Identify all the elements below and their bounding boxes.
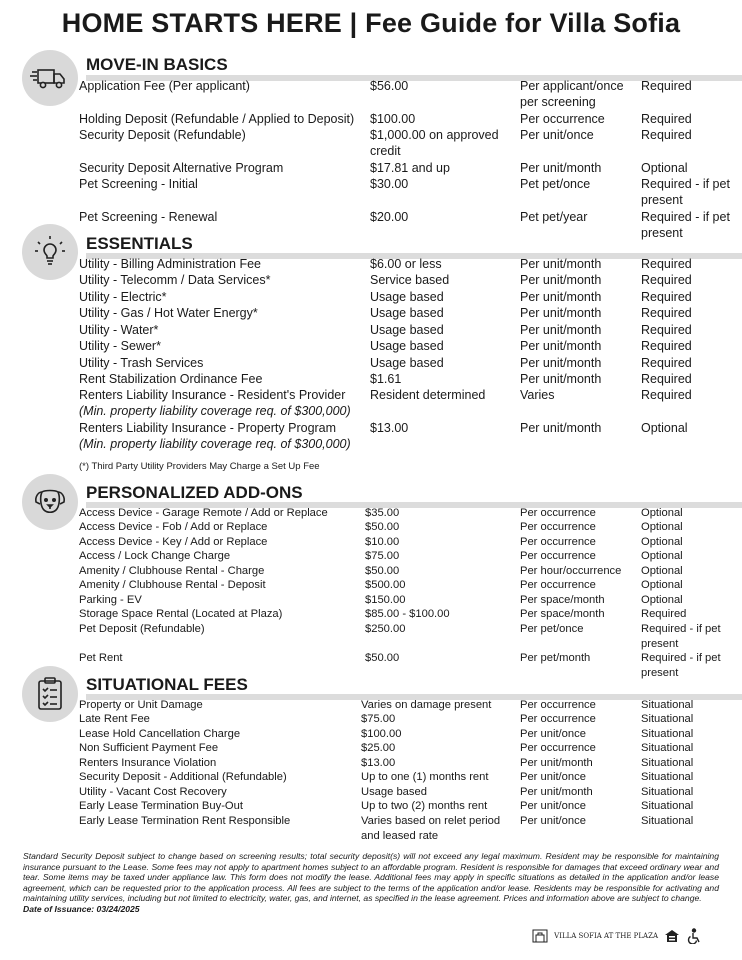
fee-name: Utility - Vacant Cost Recovery: [79, 786, 227, 798]
fee-requirement: Required: [641, 356, 692, 370]
fee-name: Application Fee (Per applicant): [79, 79, 250, 93]
fee-name: Utility - Gas / Hot Water Energy*: [79, 306, 258, 320]
fee-frequency: Per unit/month: [520, 356, 602, 370]
fee-name-cell: [79, 387, 369, 419]
fee-amount: Varies based on relet period and leased rate: [361, 815, 501, 842]
fee-requirement: Required - if pet present: [641, 177, 730, 207]
fee-amount: $75.00: [365, 550, 400, 562]
equal-housing-icon: [664, 929, 680, 943]
fee-requirement: Required: [641, 388, 692, 402]
fee-name: Access Device - Garage Remote / Add or Replace: [79, 507, 328, 519]
fee-amount: Usage based: [370, 306, 444, 320]
section-title-essentials: ESSENTIALS: [86, 234, 193, 253]
clipboard-icon: [30, 674, 70, 714]
fee-name: Utility - Billing Administration Fee: [79, 257, 262, 271]
fee-amount: $75.00: [361, 713, 396, 725]
fee-name-cell: [79, 506, 369, 521]
fee-requirement: Required: [641, 372, 692, 386]
fee-requirement: Required: [641, 323, 692, 337]
fee-requirement: Optional: [641, 421, 688, 435]
fee-name-cell: [79, 256, 369, 272]
fee-name: Pet Screening - Initial: [79, 177, 198, 191]
fee-frequency: Per space/month: [520, 594, 605, 606]
fee-name-cell: [79, 289, 369, 305]
fee-name-subnote: (Min. property liability coverage req. of $300,000): [79, 437, 351, 451]
fee-frequency: Pet pet/once: [520, 177, 591, 191]
situational-icon-circle: [22, 666, 78, 722]
fee-amount: $13.00: [370, 421, 409, 435]
fee-amount: $25.00: [361, 742, 396, 754]
fee-name: Lease Hold Cancellation Charge: [79, 728, 241, 740]
fee-name: Holding Deposit (Refundable / Applied to Deposit): [79, 112, 355, 126]
fee-amount: $100.00: [361, 728, 402, 740]
fee-name-cell: [79, 160, 369, 176]
fee-frequency: Pet pet/year: [520, 210, 588, 224]
fee-frequency: Per unit/month: [520, 161, 602, 175]
fee-frequency: Per occurrence: [520, 536, 596, 548]
fee-requirement: Required - if pet present: [641, 652, 721, 679]
fee-amount: $56.00: [370, 79, 409, 93]
accessibility-icon: [686, 928, 702, 944]
fee-requirement: Required: [641, 257, 692, 271]
fee-requirement: Situational: [641, 728, 694, 740]
fee-name-cell: [79, 322, 369, 338]
section-title-situational: SITUATIONAL FEES: [86, 675, 248, 694]
fee-amount: $150.00: [365, 594, 406, 606]
fee-amount: Up to one (1) months rent: [361, 771, 489, 783]
fee-frequency: Per occurrence: [520, 507, 596, 519]
fee-name-cell: [79, 111, 369, 127]
fee-frequency: Per unit/month: [520, 290, 602, 304]
fee-requirement: Situational: [641, 699, 694, 711]
fee-name: Utility - Water*: [79, 323, 159, 337]
fee-name: Property or Unit Damage: [79, 699, 203, 711]
fee-frequency: Per unit/month: [520, 323, 602, 337]
fee-amount: $6.00 or less: [370, 257, 442, 271]
fee-name-cell: [79, 814, 369, 829]
fee-frequency: Per occurrence: [520, 713, 596, 725]
fee-name-cell: [79, 593, 369, 608]
fee-requirement: Situational: [641, 786, 694, 798]
fee-amount: $10.00: [365, 536, 400, 548]
fee-requirement: Required: [641, 128, 692, 142]
fee-frequency: Per hour/occurrence: [520, 565, 622, 577]
fee-frequency: Per unit/month: [520, 786, 593, 798]
fee-amount: $13.00: [361, 757, 396, 769]
fee-requirement: Optional: [641, 507, 683, 519]
fee-name: Utility - Sewer*: [79, 339, 161, 353]
disclaimer: [23, 851, 719, 914]
moving-truck-icon: [30, 58, 70, 98]
date-of-issuance: Date of Issuance: 03/24/2025: [23, 903, 140, 914]
fee-frequency: Per occurrence: [520, 521, 596, 533]
fee-name-cell: [79, 355, 369, 371]
fee-frequency: Per applicant/once per screening: [520, 79, 624, 109]
villa-sofia-logo-icon: [532, 929, 548, 943]
fee-frequency: Per occurrence: [520, 579, 596, 591]
fee-requirement: Situational: [641, 757, 694, 769]
fee-amount: Usage based: [370, 290, 444, 304]
fee-name: Renters Liability Insurance - Property Program: [79, 421, 337, 435]
fee-amount: Service based: [370, 273, 450, 287]
fee-name: Amenity / Clubhouse Rental - Charge: [79, 565, 265, 577]
fee-amount: $500.00: [365, 579, 406, 591]
fee-frequency: Per unit/month: [520, 273, 602, 287]
fee-frequency: Per space/month: [520, 608, 605, 620]
fee-frequency: Per unit/month: [520, 757, 593, 769]
fee-amount: $1,000.00 on approved credit: [370, 128, 499, 158]
fee-name-cell: [79, 371, 369, 387]
fee-name: Security Deposit (Refundable): [79, 128, 246, 142]
fee-name-cell: [79, 622, 369, 637]
fee-amount: $30.00: [370, 177, 409, 191]
fee-amount: $1.61: [370, 372, 402, 386]
utility-footnote: (*) Third Party Utility Providers May Charge a Set Up Fee: [79, 461, 320, 472]
fee-name-cell: [79, 420, 369, 452]
fee-name-cell: [79, 272, 369, 288]
fee-frequency: Per occurrence: [520, 742, 596, 754]
fee-requirement: Optional: [641, 536, 683, 548]
fee-name: Parking - EV: [79, 594, 142, 606]
fee-name: Renters Liability Insurance - Resident's Provider: [79, 388, 346, 402]
fee-name-cell: [79, 209, 369, 225]
fee-amount: Up to two (2) months rent: [361, 800, 488, 812]
fee-name: Access Device - Key / Add or Replace: [79, 536, 268, 548]
fee-name-cell: [79, 176, 369, 192]
fee-name-cell: [79, 741, 369, 756]
fee-amount: $50.00: [365, 565, 400, 577]
fee-amount: $100.00: [370, 112, 416, 126]
fee-name-cell: [79, 756, 369, 771]
fee-frequency: Per unit/once: [520, 771, 586, 783]
fee-name-cell: [79, 564, 369, 579]
fee-requirement: Required: [641, 306, 692, 320]
fee-requirement: Required: [641, 112, 692, 126]
fee-frequency: Per unit/month: [520, 421, 602, 435]
fee-amount: $20.00: [370, 210, 409, 224]
fee-requirement: Required - if pet present: [641, 210, 730, 240]
fee-requirement: Optional: [641, 550, 683, 562]
fee-name-cell: [79, 712, 369, 727]
fee-amount: $50.00: [365, 521, 400, 533]
fee-amount: $250.00: [365, 623, 406, 635]
fee-amount: Usage based: [370, 323, 444, 337]
fee-name-cell: [79, 578, 369, 593]
fee-name: Pet Rent: [79, 652, 123, 664]
fee-name: Non Sufficient Payment Fee: [79, 742, 219, 754]
fee-frequency: Per pet/month: [520, 652, 591, 664]
fee-amount: Usage based: [370, 339, 444, 353]
fee-requirement: Situational: [641, 713, 694, 725]
fee-requirement: Required - if pet present: [641, 623, 721, 650]
fee-requirement: Optional: [641, 521, 683, 533]
fee-name: Access Device - Fob / Add or Replace: [79, 521, 268, 533]
fee-name: Utility - Telecomm / Data Services*: [79, 273, 271, 287]
fee-requirement: Required: [641, 273, 692, 287]
fee-requirement: Optional: [641, 565, 683, 577]
fee-name-cell: [79, 785, 369, 800]
fee-amount: Usage based: [361, 786, 427, 798]
fee-name-cell: [79, 651, 369, 666]
fee-requirement: Optional: [641, 161, 688, 175]
move-in-icon-circle: [22, 50, 78, 106]
fee-name: Security Deposit - Additional (Refundable): [79, 771, 287, 783]
footer-logo-text: VILLA SOFIA AT THE PLAZA: [554, 932, 658, 940]
footer: [532, 928, 702, 944]
fee-requirement: Situational: [641, 815, 694, 827]
fee-name: Early Lease Termination Buy-Out: [79, 800, 243, 812]
section-title-addons: PERSONALIZED ADD-ONS: [86, 483, 303, 502]
fee-frequency: Per unit/once: [520, 728, 586, 740]
dog-icon: [30, 482, 70, 522]
fee-name: Access / Lock Change Charge: [79, 550, 231, 562]
lightbulb-icon: [30, 232, 70, 272]
addons-icon-circle: [22, 474, 78, 530]
fee-name-cell: [79, 338, 369, 354]
essentials-icon-circle: [22, 224, 78, 280]
fee-name: Renters Insurance Violation: [79, 757, 217, 769]
fee-requirement: Optional: [641, 594, 683, 606]
fee-name: Amenity / Clubhouse Rental - Deposit: [79, 579, 266, 591]
fee-name-cell: [79, 535, 369, 550]
fee-amount: Varies on damage present: [361, 699, 492, 711]
fee-requirement: Required: [641, 608, 687, 620]
fee-name-cell: [79, 727, 369, 742]
fee-name-cell: [79, 698, 369, 713]
fee-frequency: Per unit/month: [520, 257, 602, 271]
fee-name: Utility - Electric*: [79, 290, 167, 304]
fee-frequency: Per occurrence: [520, 112, 605, 126]
fee-name: Storage Space Rental (Located at Plaza): [79, 608, 283, 620]
disclaimer-text: Standard Security Deposit subject to change based on screening results; total security deposit(s) will not exceed any legal maximum. Resident may be responsible for maintaining insurance pursuant to the Lease. Some fees may not apply to apartment homes subject to an affordable program. Resident is responsible for damages that exceed ordinary wear and tear. Some items may be taxed under appliance law. This form does not modify the lease. Additional fees may apply in specific situations as detailed in the application and/or lease agreement, which can be requested prior to the application process. All fees are subject to the terms of the application and/or lease. Residents may be responsible for activating and maintaining utility services, including but not limited to electricity, water, gas, and internet, as specified in the lease agreement. Prices and information above are subject to change.: [23, 851, 719, 903]
fee-frequency: Per unit/month: [520, 339, 602, 353]
fee-name: Pet Deposit (Refundable): [79, 623, 205, 635]
fee-name-cell: [79, 520, 369, 535]
fee-name-cell: [79, 770, 369, 785]
fee-requirement: Required: [641, 290, 692, 304]
fee-name: Late Rent Fee: [79, 713, 150, 725]
fee-name-cell: [79, 78, 369, 94]
fee-requirement: Required: [641, 79, 692, 93]
fee-name: Early Lease Termination Rent Responsible: [79, 815, 291, 827]
fee-amount: Resident determined: [370, 388, 486, 402]
fee-amount: $50.00: [365, 652, 400, 664]
fee-name-cell: [79, 549, 369, 564]
fee-frequency: Per unit/once: [520, 815, 586, 827]
fee-name: Security Deposit Alternative Program: [79, 161, 284, 175]
fee-name-cell: [79, 799, 369, 814]
page-title: HOME STARTS HERE | Fee Guide for Villa Sofia: [61, 8, 681, 38]
fee-requirement: Situational: [641, 800, 694, 812]
fee-frequency: Per pet/once: [520, 623, 584, 635]
fee-frequency: Per occurrence: [520, 550, 596, 562]
fee-amount: $17.81 and up: [370, 161, 450, 175]
fee-frequency: Per unit/once: [520, 800, 586, 812]
fee-name-cell: [79, 127, 369, 143]
fee-requirement: Required: [641, 339, 692, 353]
fee-name: Pet Screening - Renewal: [79, 210, 218, 224]
fee-frequency: Per unit/once: [520, 128, 594, 142]
fee-name: Utility - Trash Services: [79, 356, 204, 370]
fee-name: Rent Stabilization Ordinance Fee: [79, 372, 263, 386]
fee-requirement: Optional: [641, 579, 683, 591]
fee-requirement: Situational: [641, 771, 694, 783]
fee-amount: Usage based: [370, 356, 444, 370]
fee-frequency: Per unit/month: [520, 306, 602, 320]
fee-requirement: Situational: [641, 742, 694, 754]
section-title-move-in: MOVE-IN BASICS: [86, 55, 228, 74]
fee-name-subnote: (Min. property liability coverage req. of $300,000): [79, 404, 351, 418]
fee-amount: $85.00 - $100.00: [365, 608, 450, 620]
fee-frequency: Per unit/month: [520, 372, 602, 386]
fee-frequency: Per occurrence: [520, 699, 596, 711]
fee-amount: $35.00: [365, 507, 400, 519]
fee-frequency: Varies: [520, 388, 555, 402]
fee-name-cell: [79, 607, 369, 622]
fee-name-cell: [79, 305, 369, 321]
